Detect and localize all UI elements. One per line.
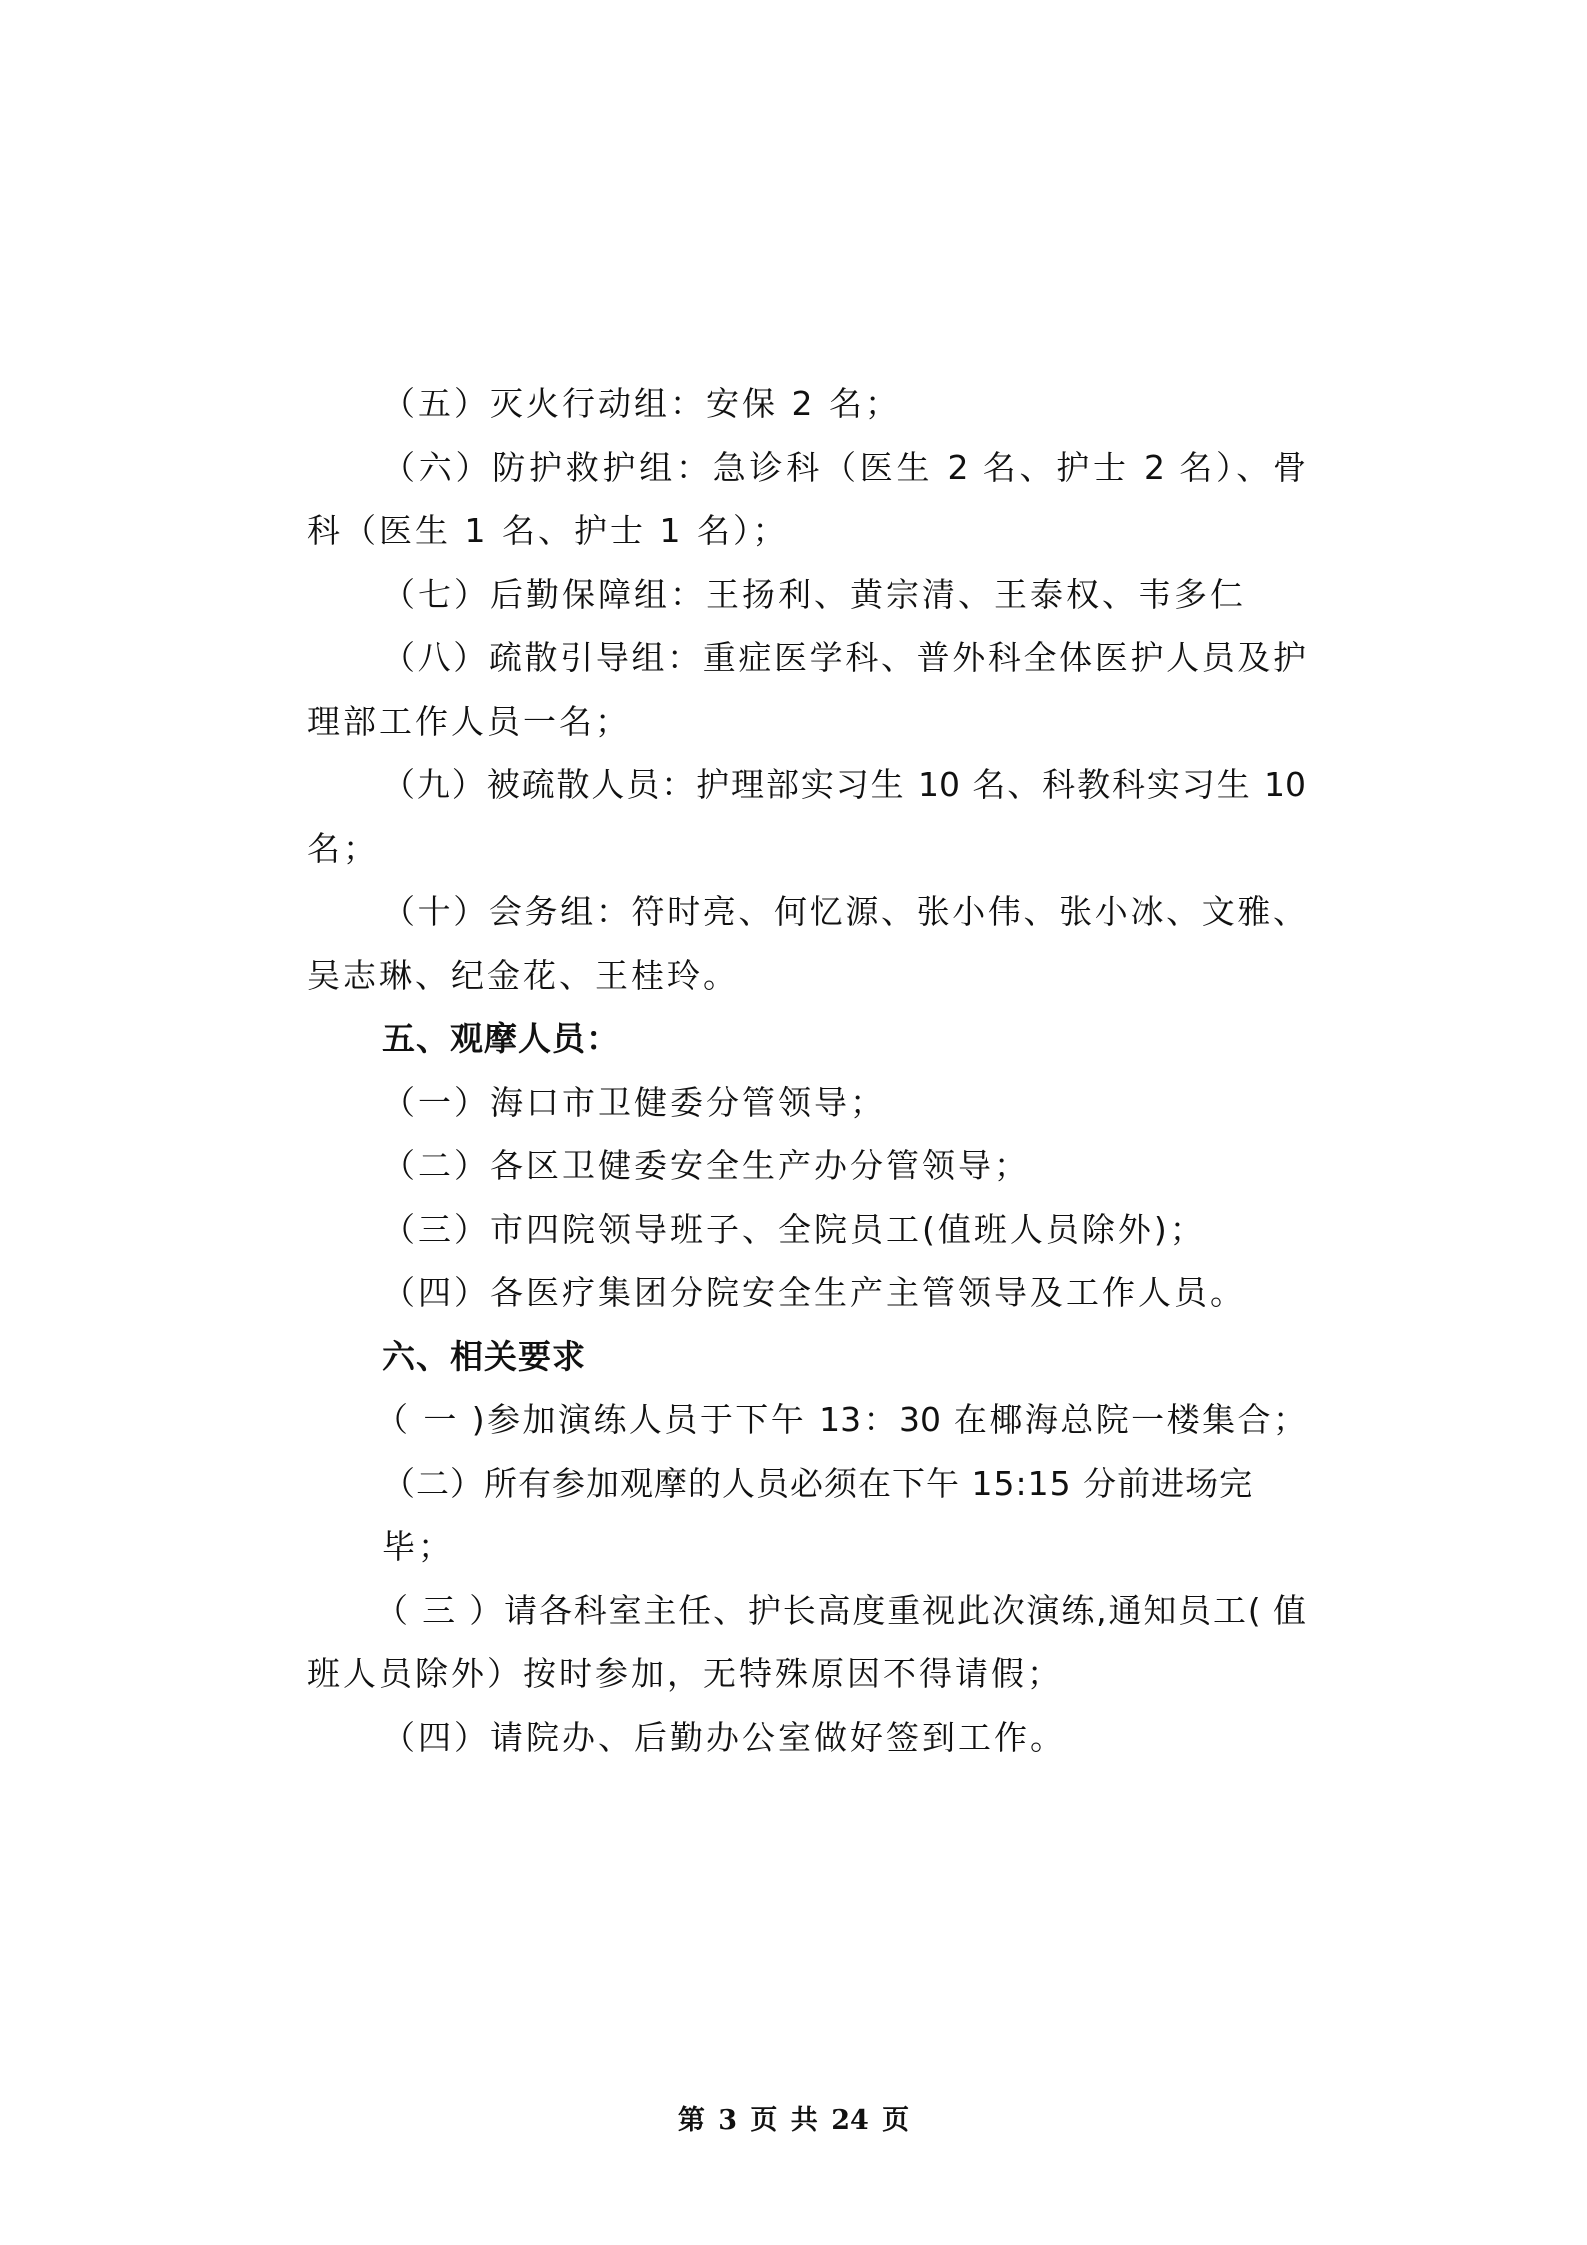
text-line: 班人员除外）按时参加，无特殊原因不得请假； <box>307 1654 1063 1693</box>
text-line: （ 三 ）请各科室主任、护长高度重视此次演练,通知员工( 值 <box>375 1590 1306 1630</box>
text-line: 理部工作人员一名； <box>307 701 631 741</box>
text-line: 毕； <box>382 1527 454 1566</box>
text-line: （三）市四院领导班子、全院员工(值班人员除外)； <box>382 1209 1206 1249</box>
text-line: 科（医生 1 名、护士 1 名）； <box>307 511 789 550</box>
text-line: 吴志琳、纪金花、王桂玲。 <box>307 955 739 995</box>
document-body <box>307 372 1306 1769</box>
text-line: （七）后勤保障组：王扬利、黄宗清、王泰权、韦多仁 <box>382 574 1246 614</box>
text-line: （八）疏散引导组：重症医学科、普外科全体医护人员及护 <box>382 638 1306 677</box>
section-heading: 六、相关要求 <box>382 1336 586 1376</box>
text-line: 名； <box>307 828 379 868</box>
text-line: （二）各区卫健委安全生产办分管领导； <box>382 1146 1030 1185</box>
text-line: （五）灭火行动组：安保 2 名； <box>382 384 901 423</box>
text-line: （六）防护救护组：急诊科（医生 2 名、护士 2 名）、骨 <box>382 447 1306 487</box>
page-number-footer: 第 3 页 共 24 页 <box>677 2105 910 2136</box>
text-line: （九）被疏散人员：护理部实习生 10 名、科教科实习生 10 <box>382 765 1306 804</box>
text-line: （ 一 )参加演练人员于下午 13：30 在椰海总院一楼集合； <box>375 1400 1306 1439</box>
text-line: （一）海口市卫健委分管领导； <box>382 1082 886 1122</box>
text-line: （十）会务组：符时亮、何忆源、张小伟、张小冰、文雅、 <box>382 892 1306 931</box>
text-line: （四）请院办、后勤办公室做好签到工作。 <box>382 1717 1066 1757</box>
text-line: （四）各医疗集团分院安全生产主管领导及工作人员。 <box>382 1273 1246 1312</box>
text-line: （二）所有参加观摩的人员必须在下午 15:15 分前进场完 <box>382 1463 1254 1503</box>
section-heading: 五、观摩人员： <box>382 1019 620 1058</box>
